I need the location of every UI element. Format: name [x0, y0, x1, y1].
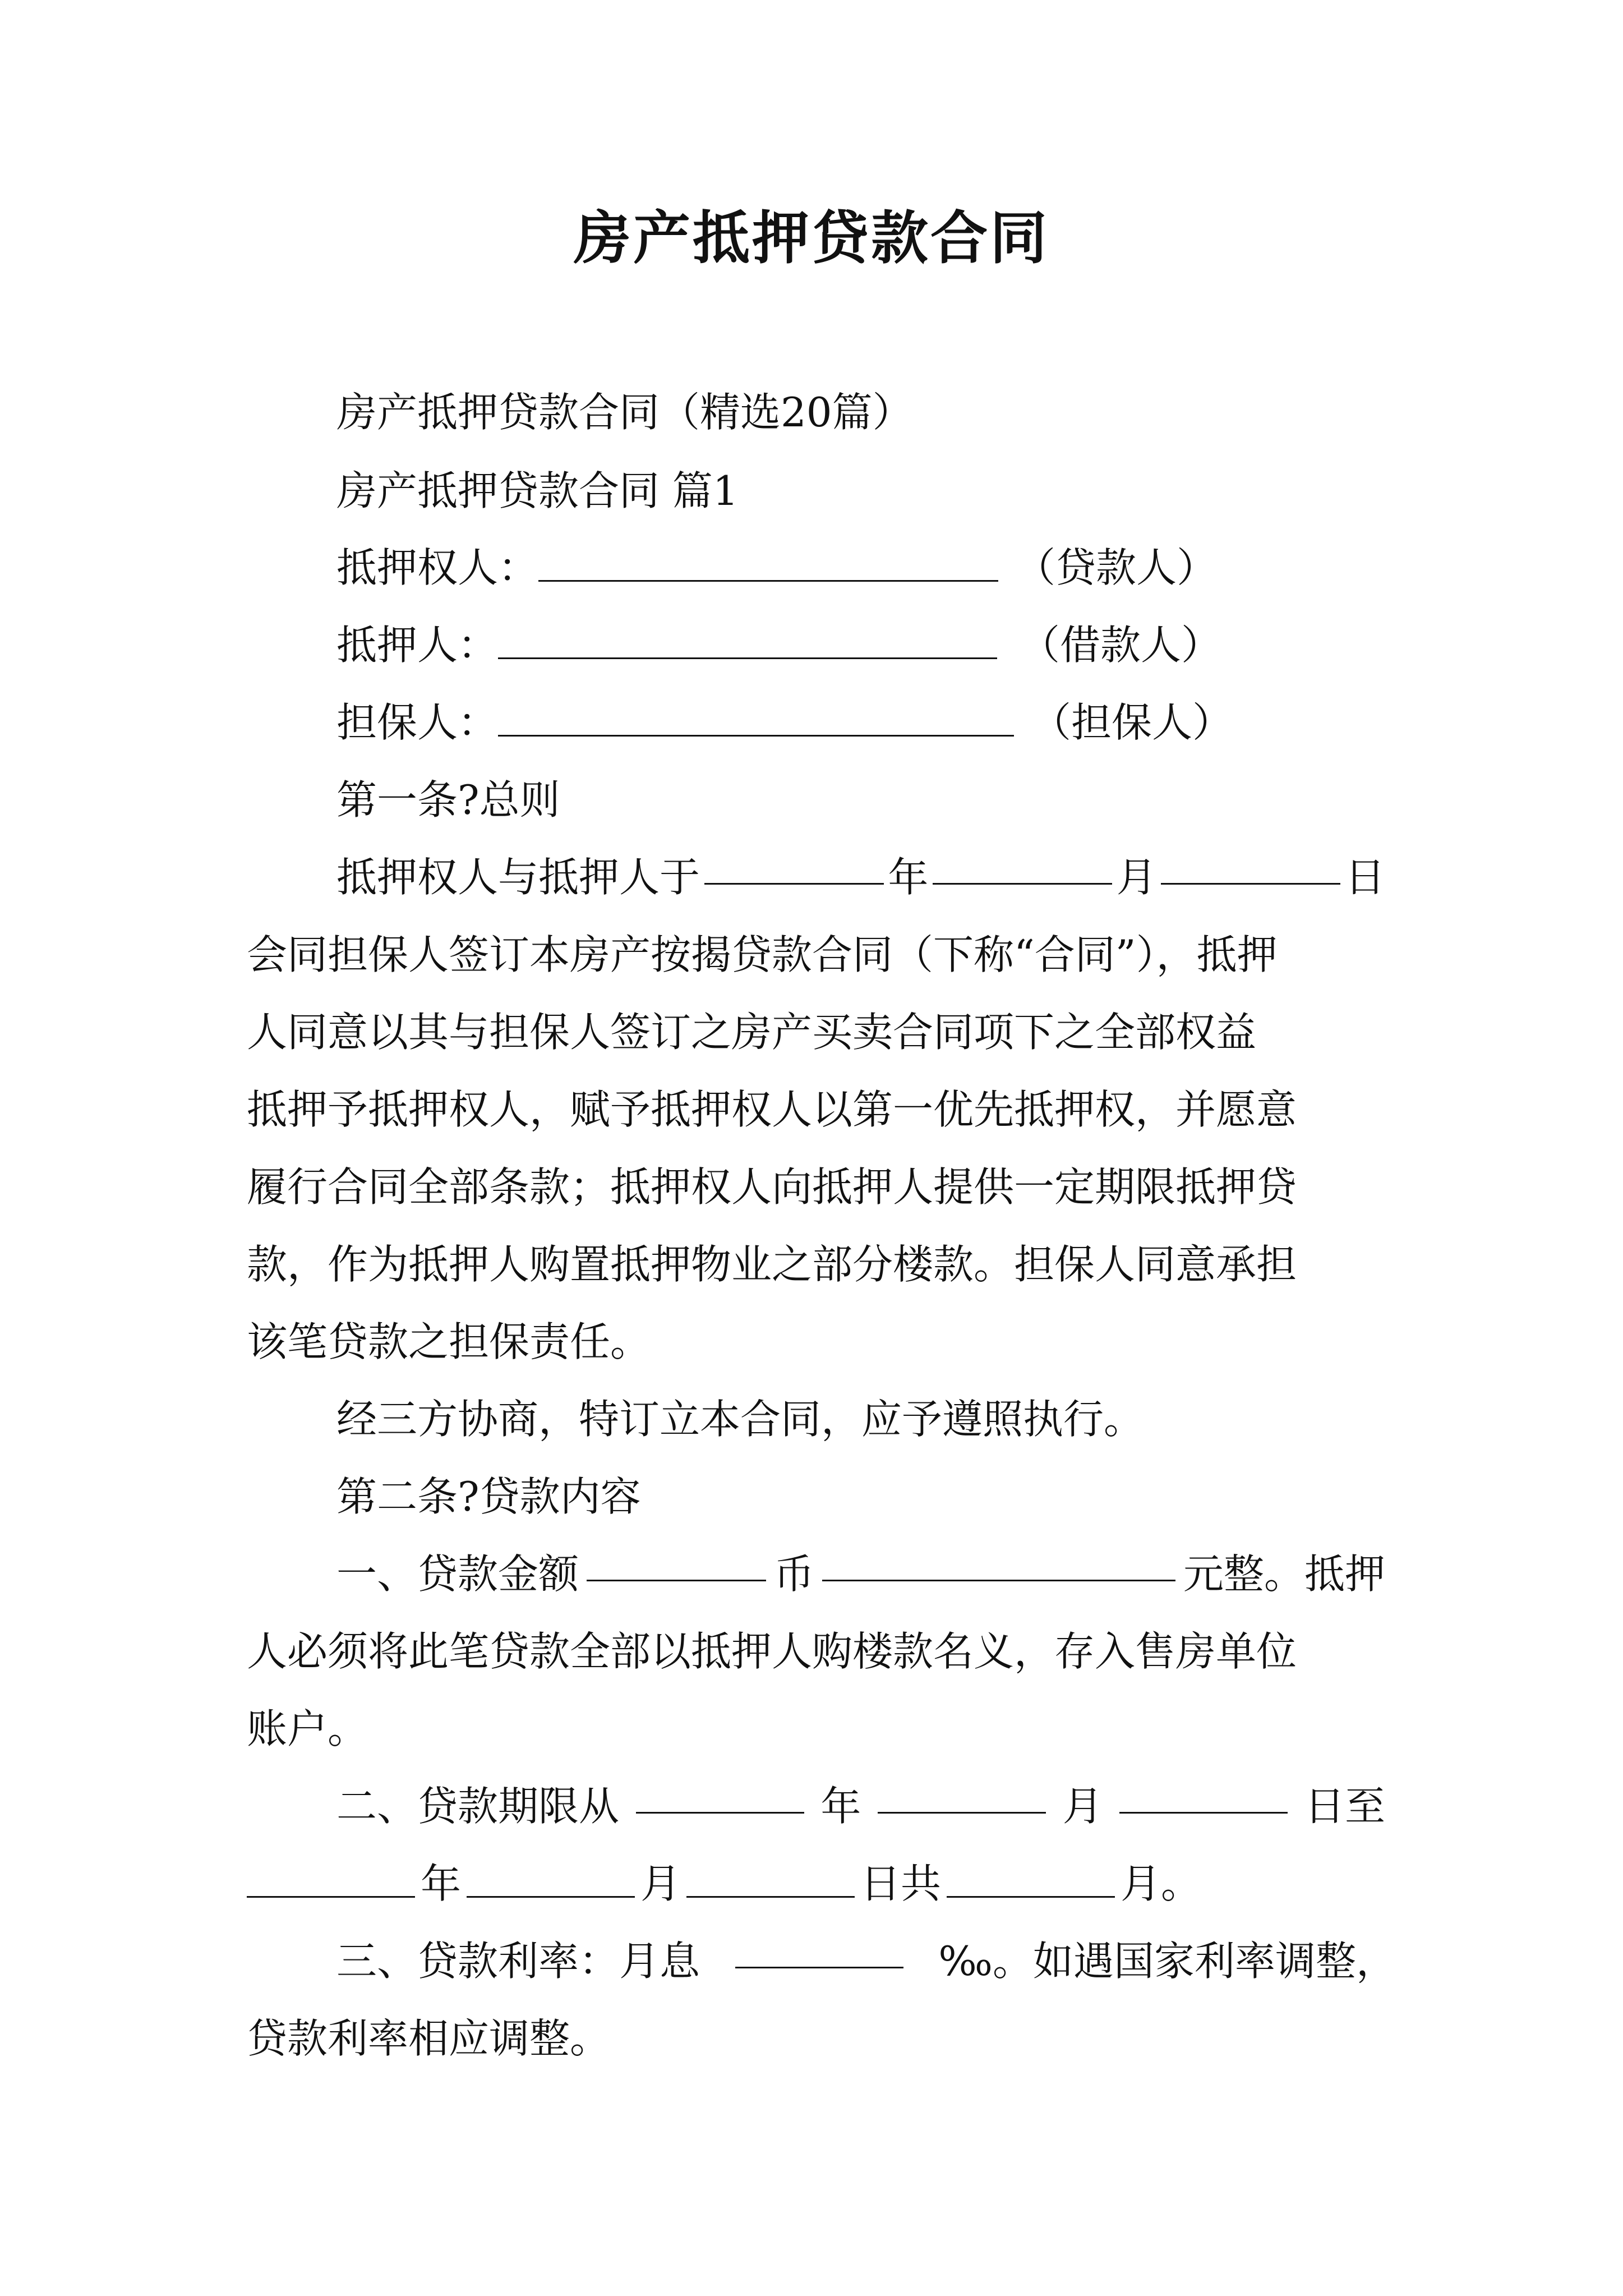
party-guarantor-label: 担保人：: [336, 699, 499, 746]
article1-month-blank: [933, 849, 1112, 885]
term-end-year-label: 年: [421, 1860, 462, 1907]
party-mortgagee-label: 抵押权人：: [336, 544, 539, 591]
term-end-day-label: 日共: [860, 1860, 942, 1907]
party-mortgagee: [336, 540, 1217, 596]
interest-rate-line-2: 贷款利率相应调整。: [247, 2015, 611, 2062]
term-months-blank: [947, 1862, 1115, 1898]
document-subtitle: 房产抵押贷款合同（精选20篇）: [336, 389, 913, 436]
loan-term-line: [336, 1778, 1385, 1834]
article1-date-line: [336, 849, 1385, 905]
section-heading: 房产抵押贷款合同 篇1: [336, 467, 739, 514]
loan-amount-line-2: 人必须将此笔贷款全部以抵押人购楼款名义，存入售房单位: [247, 1628, 1297, 1675]
party-mortgagor-blank: [498, 624, 997, 659]
term-end-year-blank: [247, 1862, 415, 1898]
article1-line: 履行合同全部条款；抵押权人向抵押人提供一定期限抵押贷: [247, 1163, 1297, 1211]
article1-closing: 经三方协商，特订立本合同，应予遵照执行。: [336, 1396, 1145, 1443]
party-mortgagee-role: （贷款人）: [1015, 544, 1218, 591]
article1-day-blank: [1161, 849, 1340, 885]
article1-year-label: 年: [888, 854, 929, 901]
article1-line: 该笔贷款之担保责任。: [247, 1318, 651, 1365]
term-start-year-label: 年: [820, 1783, 861, 1830]
party-mortgagor: [336, 617, 1221, 673]
document-title: 房产抵押贷款合同: [574, 205, 1049, 272]
article1-year-blank: [704, 849, 884, 885]
loan-amount-line-3: 账户。: [247, 1705, 368, 1752]
party-mortgagor-label: 抵押人：: [336, 622, 499, 669]
party-guarantor-role: （担保人）: [1031, 699, 1233, 746]
term-end-month-label: 月: [640, 1860, 681, 1907]
party-guarantor: [336, 694, 1233, 751]
currency-blank: [587, 1546, 766, 1581]
interest-rate-label: 三、贷款利率：月息: [336, 1938, 700, 1985]
party-mortgagee-blank: [538, 546, 998, 582]
loan-term-label: 二、贷款期限从: [336, 1783, 620, 1830]
loan-amount-line: [336, 1546, 1385, 1602]
party-mortgagor-role: （借款人）: [1020, 622, 1222, 669]
amount-suffix: 元整。抵押: [1183, 1550, 1385, 1598]
amount-blank: [822, 1546, 1175, 1581]
term-start-month-label: 月: [1062, 1783, 1103, 1830]
term-months-label: 月。: [1121, 1860, 1202, 1907]
article1-line: 会同担保人签订本房产按揭贷款合同（下称“合同”），抵押: [247, 931, 1278, 978]
article1-day-label: 日: [1344, 854, 1385, 901]
currency-label: 币: [773, 1550, 814, 1598]
term-end-month-blank: [467, 1862, 635, 1898]
article2-heading: 第二条?贷款内容: [336, 1473, 641, 1520]
party-guarantor-blank: [498, 701, 1014, 737]
article1-line: 抵押予抵押权人，赋予抵押权人以第一优先抵押权，并愿意: [247, 1086, 1297, 1133]
term-start-year-blank: [636, 1778, 804, 1814]
article1-date-prefix: 抵押权人与抵押人于: [336, 854, 700, 901]
interest-rate-line: [336, 1933, 1396, 1989]
term-start-day-blank: [1119, 1778, 1288, 1814]
article1-line: 款，作为抵押人购置抵押物业之部分楼款。担保人同意承担: [247, 1241, 1297, 1288]
term-start-month-blank: [878, 1778, 1046, 1814]
loan-amount-label: 一、贷款金额: [336, 1550, 579, 1598]
term-start-day-label: 日至: [1304, 1783, 1385, 1830]
article1-line: 人同意以其与担保人签订之房产买卖合同项下之全部权益: [247, 1009, 1257, 1056]
term-end-day-blank: [686, 1862, 855, 1898]
interest-rate-blank: [735, 1933, 903, 1968]
interest-rate-suffix: ‰。如遇国家利率调整，: [938, 1938, 1396, 1985]
article1-heading: 第一条?总则: [336, 776, 560, 823]
article1-month-label: 月: [1116, 854, 1157, 901]
loan-term-line-2: [247, 1856, 1201, 1912]
